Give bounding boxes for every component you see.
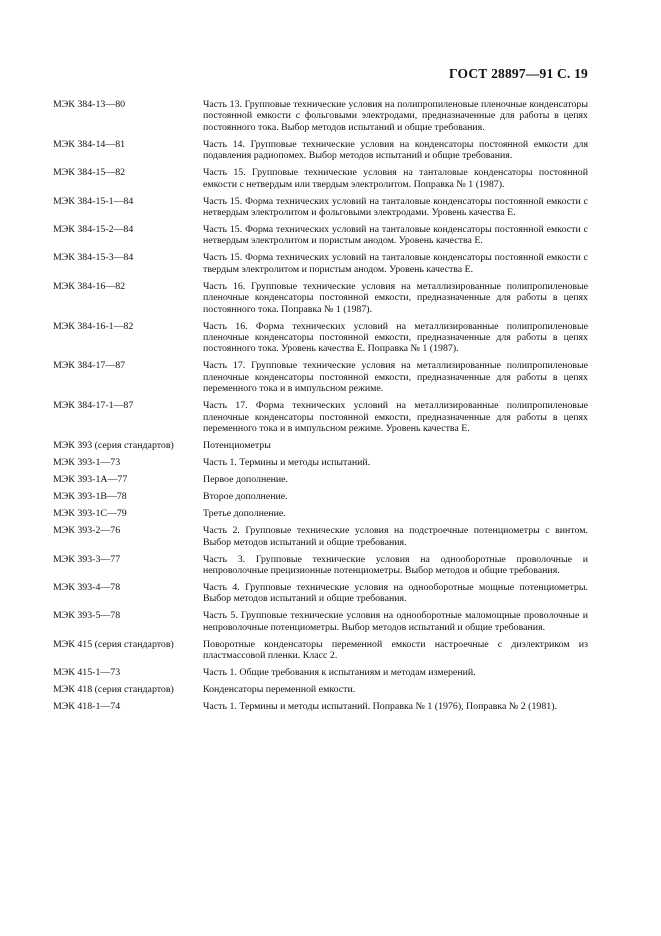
standard-code: МЭК 384-15-1—84 xyxy=(53,195,134,207)
list-item xyxy=(53,582,588,605)
list-item xyxy=(53,196,588,219)
standard-title: Часть 14. Групповые технические условия на конденсаторы постоянной емкости для подавления радиопомех. Выбор методов испытаний и общие требования. xyxy=(203,138,588,162)
list-item xyxy=(53,474,588,485)
standard-title: Часть 2. Групповые технические условия на подстроечные потенциометры с винтом. Выбор методов испытаний и общие требования. xyxy=(203,525,588,548)
list-item xyxy=(53,224,588,247)
standard-code: МЭК 393-1С—79 xyxy=(53,508,127,520)
list-item xyxy=(53,321,588,355)
standard-title: Часть 16. Групповые технические условия на металлизированные полипропиленовые пленочные конденсаторы постоянной емкости, предназначенные для работы в цепях постоянного тока. Поправка № 1 (1987). xyxy=(203,280,588,315)
standard-code: МЭК 393-2—76 xyxy=(53,525,121,537)
list-item xyxy=(53,252,588,275)
list-item xyxy=(53,440,588,451)
standard-title: Первое дополнение. xyxy=(203,474,289,486)
page-header: ГОСТ 28897—91 С. 19 xyxy=(449,66,588,81)
standard-code: МЭК 393-1А—77 xyxy=(53,474,128,486)
list-item xyxy=(53,457,588,468)
standard-title: Часть 17. Форма технических условий на металлизированные полипропиленовые пленочные конденсаторы постоянной емкости, предназначенные для работы в цепях переменного тока и в импульсном режиме. Уровень качества Е. xyxy=(203,400,588,435)
standard-title: Часть 15. Групповые технические условия на танталовые конденсаторы постоянной емкости с нетвердым или твердым электролитом. Поправка № 1 (1987). xyxy=(203,167,588,190)
standard-code: МЭК 415-1—73 xyxy=(53,667,121,679)
standard-title: Часть 17. Групповые технические условия на металлизированные полипропиленовые пленочные конденсаторы постоянной емкости, предназначенные для работы в цепях переменного тока и в импульсном режиме. xyxy=(203,360,588,395)
list-item xyxy=(53,360,588,394)
standard-title: Часть 15. Форма технических условий на танталовые конденсаторы постоянной емкости с твердым электролитом и пористым анодом. Уровень качества Е. xyxy=(203,252,588,275)
list-item xyxy=(53,639,588,662)
list-item xyxy=(53,610,588,633)
standard-code: МЭК 418-1—74 xyxy=(53,701,121,713)
list-item xyxy=(53,508,588,519)
list-item xyxy=(53,281,588,315)
list-item xyxy=(53,667,588,678)
standard-title: Часть 3. Групповые технические условия на однооборотные проволочные и непроволочные прецизионные потенциометры. Выбор методов и общие требования. xyxy=(203,553,588,576)
list-item xyxy=(53,684,588,695)
standard-code: МЭК 393 (серия стандартов) xyxy=(53,440,174,452)
standard-title: Часть 15. Форма технических условий на танталовые конденсаторы постоянной емкости с нетвердым электролитом и пористым анодом. Уровень качества Е. xyxy=(203,224,588,247)
standard-title: Потенциометры xyxy=(203,440,271,452)
standard-code: МЭК 393-3—77 xyxy=(53,553,121,565)
standard-title: Третье дополнение. xyxy=(203,508,286,520)
standard-code: МЭК 418 (серия стандартов) xyxy=(53,684,174,696)
standard-code: МЭК 384-17—87 xyxy=(53,360,126,372)
list-item xyxy=(53,400,588,434)
standard-title: Часть 1. Термины и методы испытаний. xyxy=(203,457,371,469)
standard-title: Часть 15. Форма технических условий на танталовые конденсаторы постоянной емкости с нетвердым электролитом и фольговыми электродами. Уровень качества Е. xyxy=(203,195,588,219)
standard-code: МЭК 384-15-2—84 xyxy=(53,224,134,236)
list-item xyxy=(53,491,588,502)
standard-code: МЭК 393-1—73 xyxy=(53,457,121,469)
list-item xyxy=(53,167,588,190)
standard-title: Второе дополнение. xyxy=(203,491,288,503)
standard-code: МЭК 384-15-3—84 xyxy=(53,252,134,264)
list-item xyxy=(53,139,588,162)
standard-title: Часть 1. Термины и методы испытаний. Поправка № 1 (1976), Поправка № 2 (1981). xyxy=(203,701,557,713)
standard-code: МЭК 384-16—82 xyxy=(53,280,126,292)
standard-code: МЭК 384-15—82 xyxy=(53,167,126,179)
standard-code: МЭК 393-5—78 xyxy=(53,610,121,622)
standard-title: Часть 4. Групповые технические условия на однооборотные мощные потенциометры. Выбор методов испытаний и общие требования. xyxy=(203,581,588,605)
standard-title: Часть 5. Групповые технические условия на однооборотные маломощные проволочные и непроволочные потенциометры. Выбор методов испытаний и общие требования. xyxy=(203,610,588,633)
standard-code: МЭК 384-16-1—82 xyxy=(53,320,134,332)
standard-code: МЭК 415 (серия стандартов) xyxy=(53,638,174,650)
standard-title: Часть 1. Общие требования к испытаниям и методам измерений. xyxy=(203,667,476,679)
standard-title: Часть 16. Форма технических условий на металлизированные полипропиленовые пленочные конденсаторы постоянной емкости, предназначенные для работы в цепях постоянного тока. Уровень качества Е. Поправка № 1 (1987). xyxy=(203,320,588,355)
standard-title: Конденсаторы переменной емкости. xyxy=(203,684,356,696)
standard-code: МЭК 384-17-1—87 xyxy=(53,400,134,412)
standard-code: МЭК 384-13—80 xyxy=(53,99,126,110)
standard-title: Поворотные конденсаторы переменной емкости настроечные с диэлектриком из пластмассовой пленки. Класс 2. xyxy=(203,638,588,662)
standard-code: МЭК 393-1В—78 xyxy=(53,491,127,503)
standards-list xyxy=(53,99,588,718)
list-item xyxy=(53,99,588,133)
standard-code: МЭК 384-14—81 xyxy=(53,138,126,150)
list-item xyxy=(53,554,588,577)
standard-code: МЭК 393-4—78 xyxy=(53,581,121,593)
list-item xyxy=(53,525,588,548)
standard-title: Часть 13. Групповые технические условия на полипропиленовые пленочные конденсаторы постоянной емкости с фольговыми электродами, предназначенные для работы в цепях постоянного тока. Выбор методов испытаний и общие требования. xyxy=(203,99,588,133)
list-item xyxy=(53,701,588,712)
